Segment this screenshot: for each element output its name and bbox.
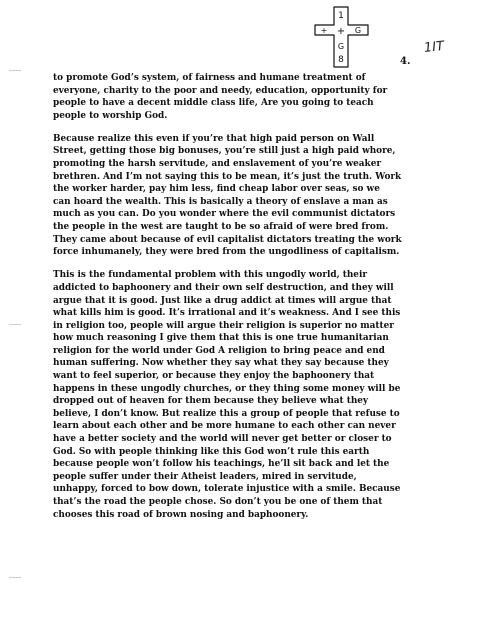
hand-drawn-cross-emblem-icon	[312, 5, 372, 69]
text-line: what kills him is good. It’s irrational and it’s weakness. And I see this	[53, 308, 401, 319]
body-text	[53, 72, 433, 532]
text-line: to promote God’s system, of fairness and humane treatment of	[53, 73, 366, 83]
text-line: believe, I don’t know. But realize this a group of people that refuse to	[53, 408, 400, 419]
emblem-glyph: 1	[338, 11, 344, 21]
text-line: want to feel superior, or because they enjoy the baphoonery that	[53, 371, 375, 382]
text-line: religion for the world under God A religion to bring peace and end	[53, 345, 385, 356]
text-line: unhappy, forced to bow down, tolerate injustice with a smile. Because	[53, 484, 401, 495]
punch-hole-mark	[9, 324, 21, 325]
punch-hole-mark	[9, 70, 21, 71]
text-line: in religion too, people will argue their religion is superior no matter	[53, 320, 394, 331]
text-line: force inhumanely, they were bred from the ungodliness of capitalism.	[53, 247, 400, 258]
emblem-glyph: 8	[338, 55, 344, 65]
emblem-glyph: +	[320, 26, 328, 35]
text-line: chooses this road of brown nosing and baphoonery.	[53, 509, 309, 520]
text-line: have a better society and the world will never get better or closer to	[53, 434, 392, 445]
text-line: God. So with people thinking like this God won’t rule this earth	[53, 446, 370, 457]
paragraph	[53, 72, 433, 122]
text-line: This is the fundamental problem with this ungodly world, their	[53, 270, 368, 281]
text-line: much as you can. Do you wonder where the evil communist dictators	[53, 209, 396, 220]
text-line: human suffering. Now whether they say what they say because they	[53, 358, 389, 369]
emblem-glyph: G	[354, 26, 362, 35]
paragraph	[53, 133, 433, 259]
text-line: because people won’t follow his teachings, he’ll sit back and let the	[53, 459, 390, 470]
text-line: Street, getting those big bonuses, you’re still just a high paid whore,	[53, 146, 396, 157]
text-line: the worker harder, pay him less, find cheap labor over seas, so we	[53, 184, 380, 195]
text-line: happens in these ungodly churches, or they thing some money will be	[53, 383, 401, 394]
text-line: that’s the road the people chose. So don’t you be one of them that	[53, 497, 383, 507]
text-line: Because realize this even if you’re that high paid person on Wall	[53, 133, 375, 144]
emblem-glyph: G	[337, 42, 345, 51]
handwritten-note: 1IT	[423, 38, 445, 57]
page-number: 4.	[400, 56, 411, 67]
text-line: people suffer under their Atheist leaders, mired in servitude,	[53, 471, 357, 482]
text-line: everyone, charity to the poor and needy, education, opportunity for	[53, 85, 388, 96]
emblem-glyph: +	[336, 26, 346, 37]
text-line: dropped out of heaven for them because they believe what they	[53, 396, 369, 407]
text-line: promoting the harsh servitude, and enslavement of you’re weaker	[53, 159, 382, 170]
text-line: people to worship God.	[53, 110, 168, 121]
text-line: people to have a decent middle class life, Are you going to teach	[53, 98, 374, 109]
text-line: addicted to baphoonery and their own self destruction, and they will	[53, 282, 394, 293]
text-line: can hoard the wealth. This is basically a theory of enslave a man as	[53, 196, 388, 207]
text-line: learn about each other and be more humane to each other can never	[53, 421, 396, 432]
text-line: the people in the west are taught to be so afraid of were bred from.	[53, 222, 389, 233]
paragraph	[53, 269, 433, 521]
text-line: brethren. And I’m not saying this to be mean, it’s just the truth. Work	[53, 171, 402, 182]
text-line: They came about because of evil capitalist dictators treating the work	[53, 234, 402, 245]
text-line: argue that it is good. Just like a drug addict at times will argue that	[53, 295, 392, 306]
text-line: how much reasoning I give them that this is one true humanitarian	[53, 333, 389, 344]
punch-hole-mark	[9, 577, 21, 578]
